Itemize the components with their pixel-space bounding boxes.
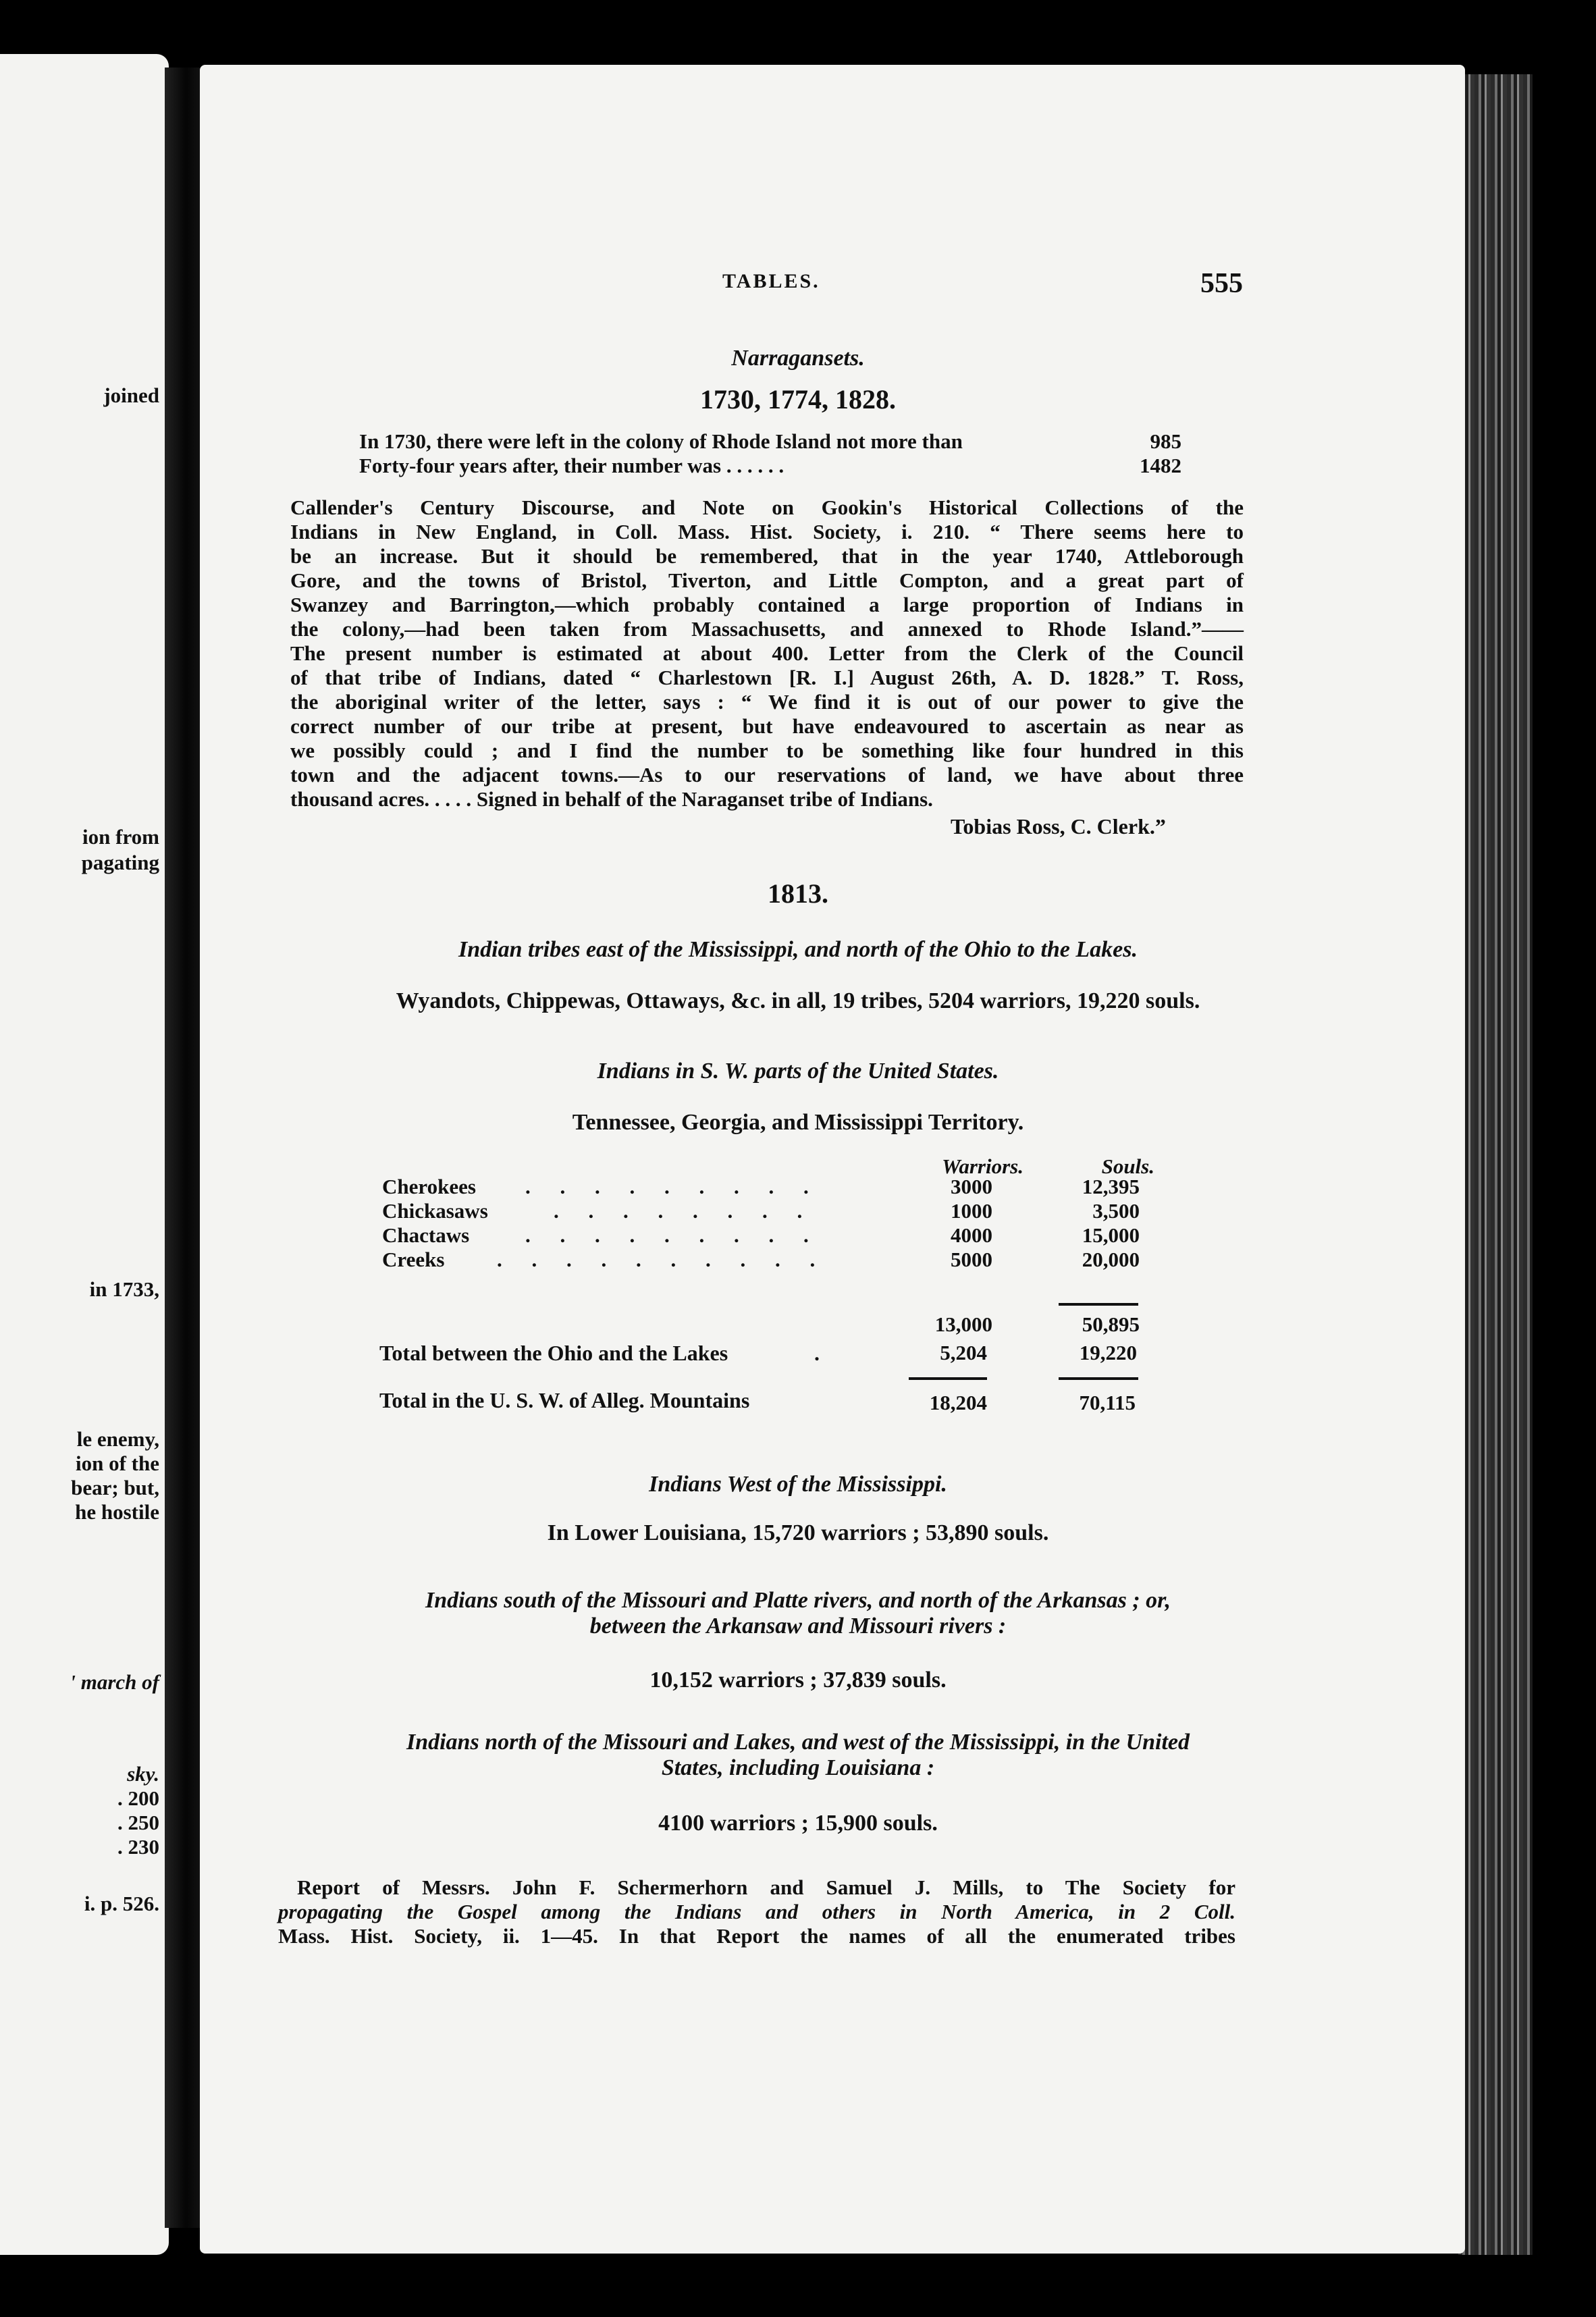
paragraph-line: be an increase. But it should be remembered, that in the year 1740, Attleborough [290,544,1244,568]
page-number: 555 [1200,268,1243,299]
grand-total-label: Total in the U. S. W. of Alleg. Mountains [379,1388,750,1412]
missouri-heading: Indians south of the Missouri and Platte rivers, and north of the Arkansas ; or, [425,1588,1171,1613]
total-label: Total between the Ohio and the Lakes [379,1341,728,1365]
stat-value: 1482 [1140,454,1181,477]
west-heading: Indians West of the Mississippi. [649,1472,947,1497]
missouri-summary: 10,152 warriors ; 37,839 souls. [649,1668,947,1693]
tribe-name: Creeks [382,1248,445,1271]
warriors-value: 3000 [951,1175,992,1198]
section-heading: Narragansets. [731,346,865,371]
left-fragment: he hostile [75,1500,159,1524]
warriors-value: 5000 [951,1248,992,1271]
grand-total-warriors: 18,204 [929,1391,987,1414]
souls-value: 12,395 [1082,1175,1140,1198]
warriors-value: 4000 [951,1223,992,1247]
sw-subheading: Tennessee, Georgia, and Mississippi Territory. [572,1110,1024,1135]
column-header-warriors: Warriors. [942,1154,1023,1178]
paragraph-line: Swanzey and Barrington,—which probably contained a large proportion of Indians in [290,593,1244,616]
sum-rule [1059,1377,1138,1380]
left-fragment: le enemy, [76,1427,159,1451]
grand-total-souls: 70,115 [1079,1391,1136,1414]
left-fragment: ' march of [70,1670,159,1694]
left-fragment: pagating [81,851,159,874]
leader-dots: . . . . . . . . . [525,1223,821,1247]
sum-rule [909,1377,987,1380]
section-year: 1813. [768,878,828,909]
report-line: Mass. Hist. Society, ii. 1—45. In that Report the names of all the enumerated tribes [278,1924,1235,1948]
left-fragment: sky. [127,1762,159,1786]
souls-value: 15,000 [1082,1223,1140,1247]
ohio-lakes-souls: 19,220 [1079,1341,1137,1364]
ohio-lakes-warriors: 5,204 [940,1341,987,1364]
paragraph-line: Gore, and the towns of Bristol, Tiverton, and Little Compton, and a great part of [290,568,1244,592]
subtotal-souls: 50,895 [1082,1312,1140,1336]
paragraph-line: the aboriginal writer of the letter, says : “ We find it is out of our power to give the [290,690,1244,714]
north-summary: 4100 warriors ; 15,900 souls. [658,1811,938,1836]
stat-line: Forty-four years after, their number was . . . . . . [359,454,784,477]
left-fragment: . 200 [117,1786,159,1810]
left-fragment: ion of the [76,1452,159,1475]
tribe-name: Cherokees [382,1175,476,1198]
paragraph-line: we possibly could ; and I find the number to be something like four hundred in this [290,739,1244,762]
paragraph-line: the colony,—had been taken from Massachusetts, and annexed to Rhode Island.”—— [290,617,1244,641]
sw-heading: Indians in S. W. parts of the United States. [597,1059,999,1084]
paragraph-line: Indians in New England, in Coll. Mass. Hist. Society, i. 210. “ There seems here to [290,520,1244,543]
east-summary: Wyandots, Chippewas, Ottaways, &c. in all, 19 tribes, 5204 warriors, 19,220 souls. [396,988,1200,1013]
sum-rule [1059,1303,1138,1306]
left-fragment: bear; but, [71,1476,159,1499]
left-fragment: i. p. 526. [84,1892,159,1915]
leader-dots: . [814,1341,820,1365]
subtotal-warriors: 13,000 [934,1312,992,1336]
stat-line: In 1730, there were left in the colony of Rhode Island not more than [359,429,963,453]
report-line: Report of Messrs. John F. Schermerhorn and Samuel J. Mills, to The Society for [297,1875,1235,1899]
leader-dots: . . . . . . . . [554,1199,815,1223]
left-fragment: ion from [82,825,159,849]
paragraph-line: town and the adjacent towns.—As to our reservations of land, we have about three [290,763,1244,787]
report-line: propagating the Gospel among the Indians and others in North America, in 2 Coll. [278,1900,1235,1923]
north-heading: Indians north of the Missouri and Lakes, and west of the Mississippi, in the United [406,1730,1190,1755]
north-heading: States, including Louisiana : [661,1755,935,1780]
column-header-souls: Souls. [1101,1154,1154,1178]
left-fragment: joined [103,383,159,407]
left-fragment: . 230 [117,1835,159,1859]
paragraph-line: The present number is estimated at about 400. Letter from the Clerk of the Council [290,641,1244,665]
leader-dots: . . . . . . . . . [525,1175,821,1198]
east-heading: Indian tribes east of the Mississippi, and north of the Ohio to the Lakes. [458,937,1138,962]
paragraph-line: of that tribe of Indians, dated “ Charlestown [R. I.] August 26th, A. D. 1828.” T. Ross, [290,666,1244,689]
paragraph-line: Callender's Century Discourse, and Note on Gookin's Historical Collections of the [290,496,1244,519]
leader-dots: . . . . . . . . . . [497,1248,828,1271]
left-fragment: in 1733, [89,1277,159,1301]
left-fragment: . 250 [117,1811,159,1834]
tribe-name: Chickasaws [382,1199,488,1223]
tribe-name: Chactaws [382,1223,470,1247]
souls-value: 3,500 [1092,1199,1140,1223]
missouri-heading: between the Arkansaw and Missouri rivers : [589,1614,1007,1639]
signature: Tobias Ross, C. Clerk.” [951,814,1166,838]
stat-value: 985 [1150,429,1181,453]
section-years: 1730, 1774, 1828. [700,384,896,415]
souls-value: 20,000 [1082,1248,1140,1271]
lower-louisiana: In Lower Louisiana, 15,720 warriors ; 53,890 souls. [547,1520,1049,1545]
paragraph-line: correct number of our tribe at present, but have endeavoured to ascertain as near as [290,714,1244,738]
paragraph-line: thousand acres. . . . . Signed in behalf of the Naraganset tribe of Indians. [290,787,933,811]
warriors-value: 1000 [951,1199,992,1223]
running-title: TABLES. [722,270,820,292]
